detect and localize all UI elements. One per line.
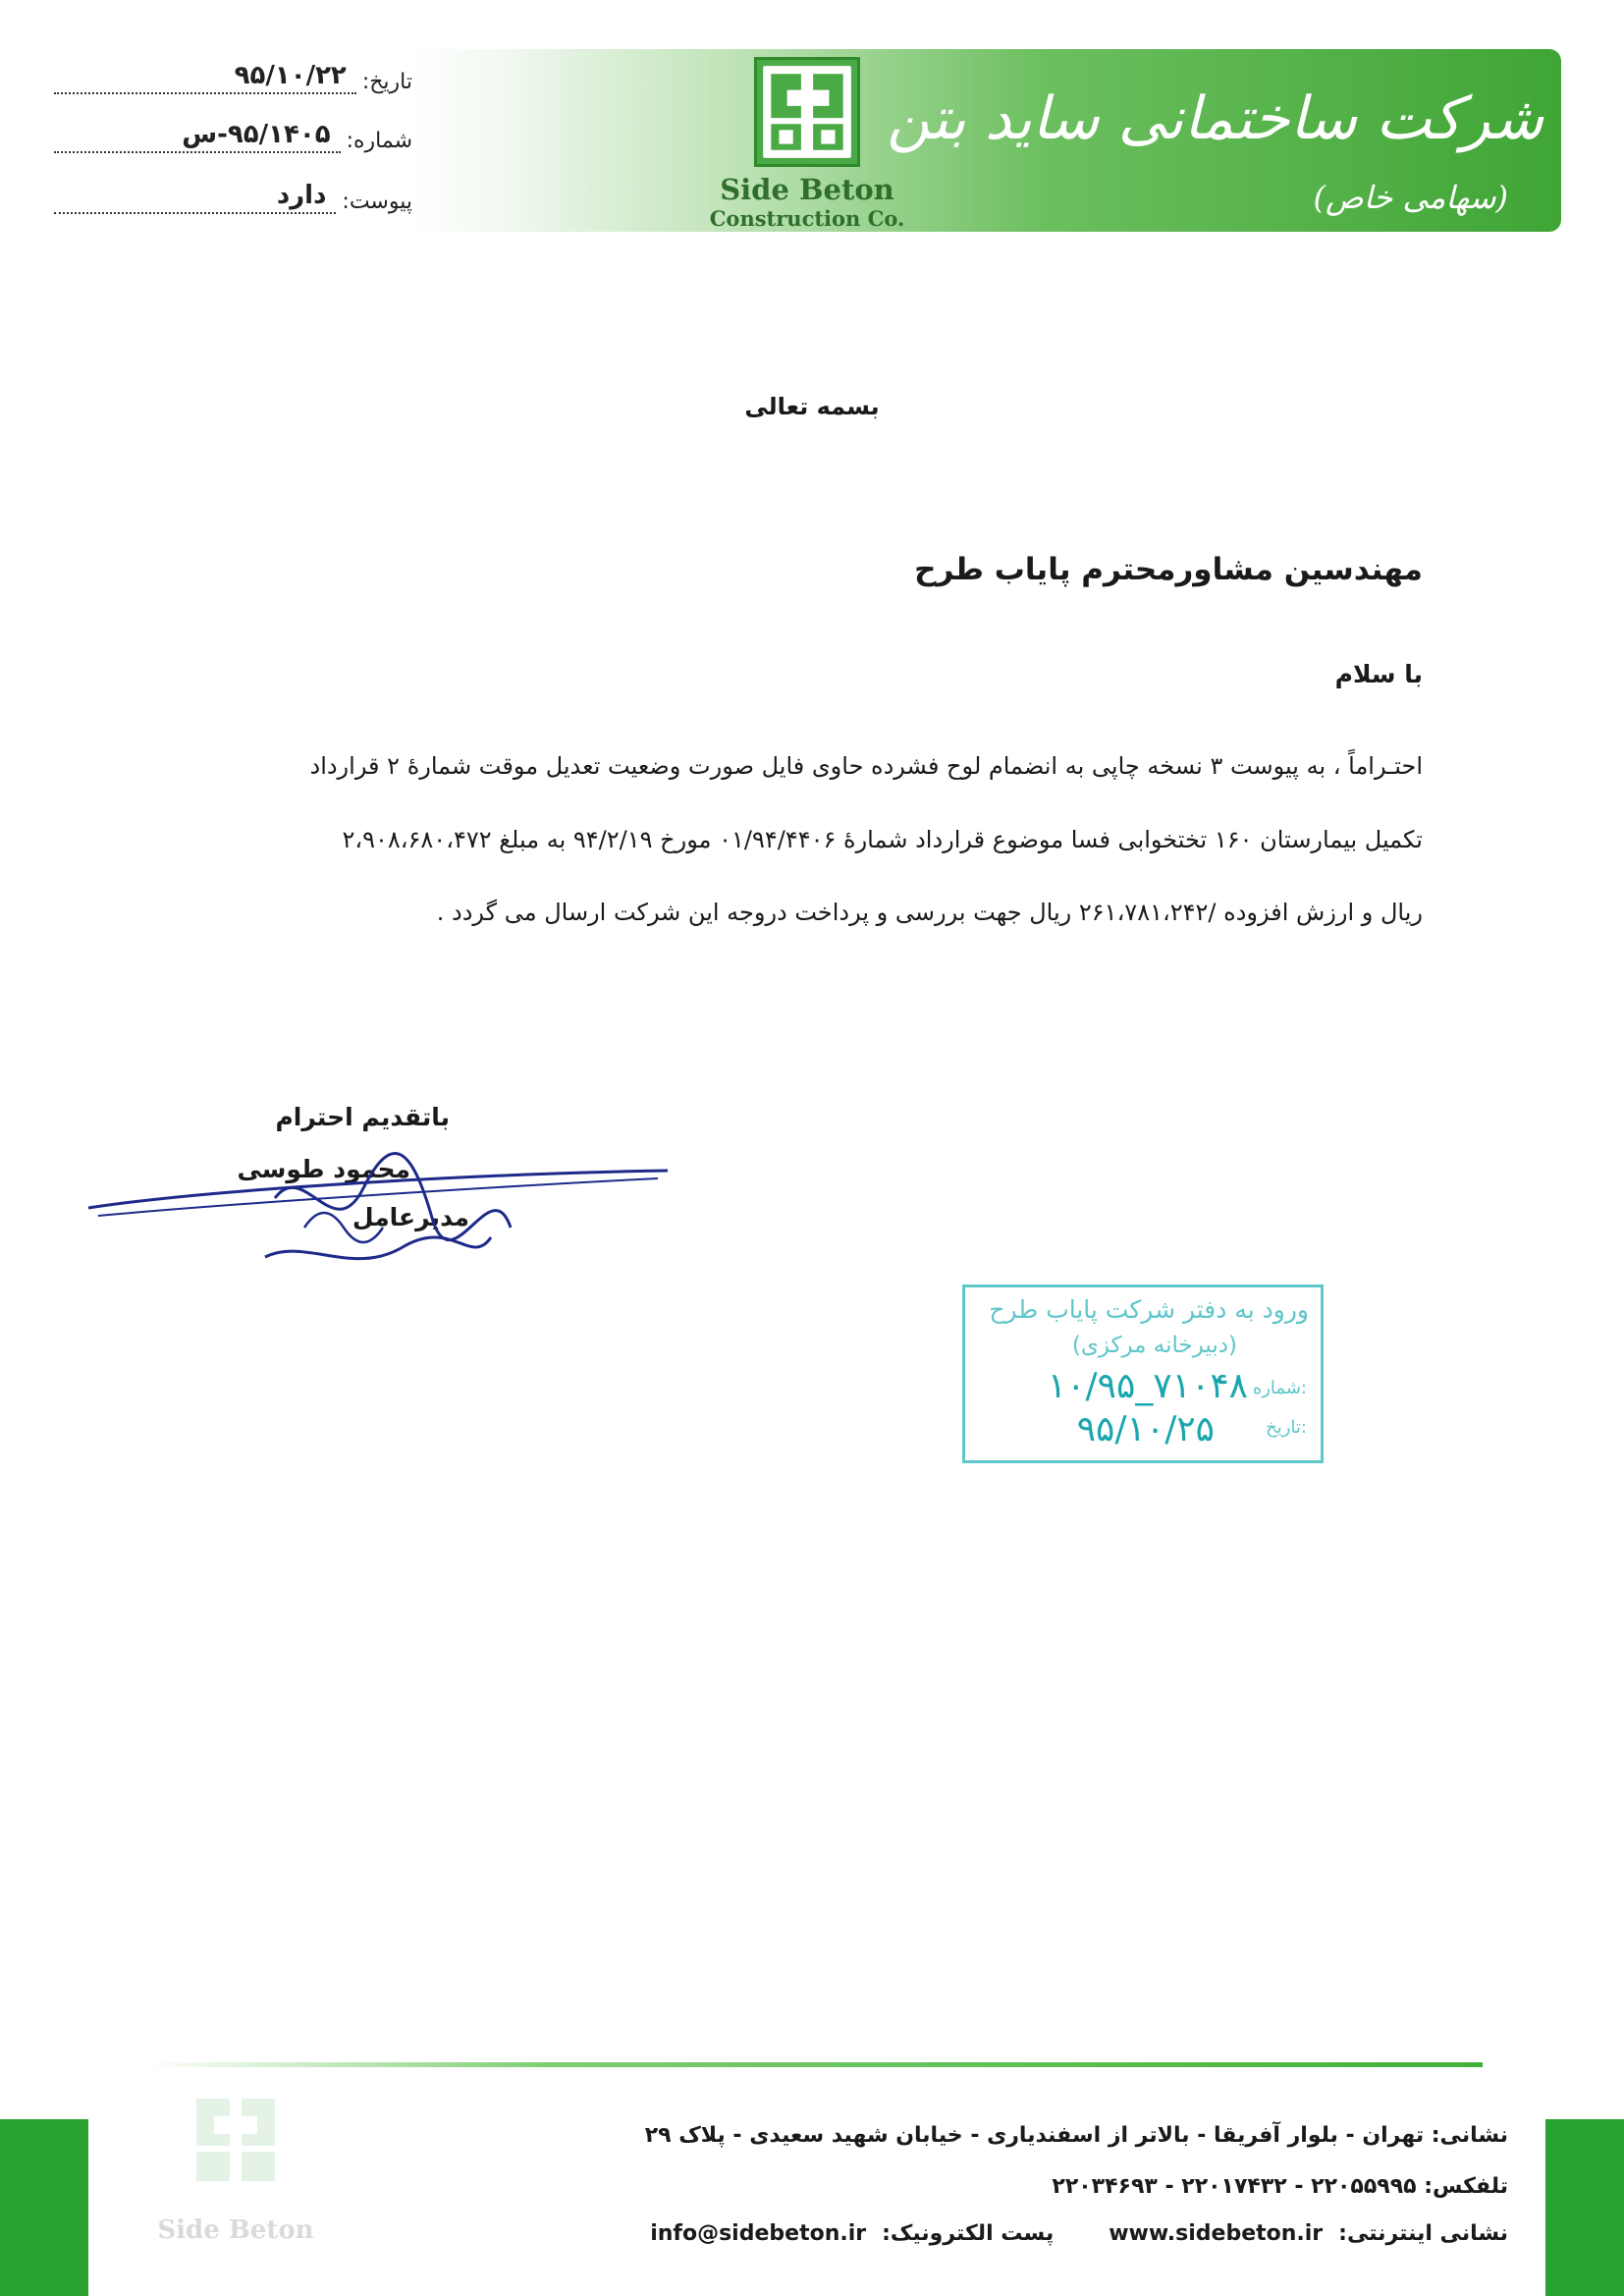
signatory-title: مدیرعامل: [352, 1203, 469, 1231]
company-name: شرکت ساختمانی ساید بتن: [887, 84, 1543, 153]
body-line: احتـراماً ، به پیوست ۳ نسخه چاپی به انضمام لوح فشرده حاوی فایل صورت وضعیت تعدیل موقت شمارۀ ۲ قرارداد: [309, 752, 1423, 780]
footer-email-link[interactable]: info@sidebeton.ir: [650, 2221, 867, 2246]
date-value: ۹۵/۱۰/۲۲: [54, 61, 356, 94]
footer-contact-row: [650, 2221, 1508, 2246]
footer-accent-right: [1545, 2119, 1624, 2296]
footer-web-label: نشانی اینترنتی:: [1338, 2221, 1508, 2246]
stamp-date-value: ۹۵/۱۰/۲۵: [1076, 1409, 1215, 1449]
logo-subtitle: Construction Co.: [709, 206, 905, 231]
footer-website-link[interactable]: www.sidebeton.ir: [1109, 2221, 1324, 2246]
stamp-number-value: ۱۰/۹۵_۷۱۰۴۸: [1047, 1366, 1248, 1406]
stamp-date-label: تاریخ:: [1266, 1417, 1307, 1438]
footer-logo-icon: [187, 2087, 285, 2193]
signatory-name: محمود طوسی: [237, 1155, 410, 1183]
logo-name: Side Beton: [720, 173, 894, 206]
body-line: تکمیل بیمارستان ۱۶۰ تختخوابی فسا موضوع قرارداد شمارۀ ۰۱/۹۴/۴۴۰۶ مورخ ۹۴/۲/۱۹ به مبلغ ۲،۹۰۸،۶۸۰،۴۷۲: [342, 826, 1423, 853]
date-label: تاریخ:: [361, 70, 412, 94]
stamp-subtitle: (دبیرخانه مرکزی): [1071, 1333, 1237, 1358]
company-logo-icon: [754, 57, 860, 167]
footer-phone: تلفکس: ۲۲۰۵۵۹۹۵ - ۲۲۰۱۷۴۳۲ - ۲۲۰۳۴۶۹۳: [1052, 2174, 1508, 2199]
body-line: ریال و ارزش افزوده /۲۶۱،۷۸۱،۲۴۲ ریال جهت بررسی و پرداخت دروجه این شرکت ارسال می گردد .: [436, 899, 1423, 926]
stamp-number-label: شماره:: [1252, 1378, 1307, 1398]
attachment-row: [54, 171, 412, 214]
bismillah: بسمه تعالی: [744, 393, 880, 420]
footer-accent-left: [0, 2119, 88, 2296]
number-value: ۹۵/۱۴۰۵-س: [54, 120, 341, 153]
handwritten-signature: [79, 1129, 687, 1286]
footer-email-label: پست الکترونیک:: [882, 2221, 1055, 2246]
greeting: با سلام: [1334, 660, 1423, 688]
company-type: (سهامی خاص): [1313, 179, 1508, 216]
footer-address: نشانی: تهران - بلوار آفریقا - بالاتر از اسفندیاری - خیابان شهید سعیدی - پلاک ۲۹: [644, 2123, 1508, 2148]
date-row: [54, 51, 412, 94]
signature-closing: باتقدیم احترام: [275, 1103, 450, 1131]
recipient: مهندسین مشاورمحترم پایاب طرح: [914, 552, 1423, 587]
attachment-label: پیوست:: [342, 190, 412, 214]
number-row: [54, 110, 412, 153]
footer-brand: Side Beton: [157, 2215, 314, 2245]
receipt-stamp: [962, 1285, 1324, 1463]
footer-divider: [147, 2062, 1483, 2067]
stamp-title: ورود به دفتر شرکت پایاب طرح: [989, 1295, 1309, 1324]
attachment-value: دارد: [54, 181, 336, 214]
number-label: شماره:: [346, 129, 412, 153]
